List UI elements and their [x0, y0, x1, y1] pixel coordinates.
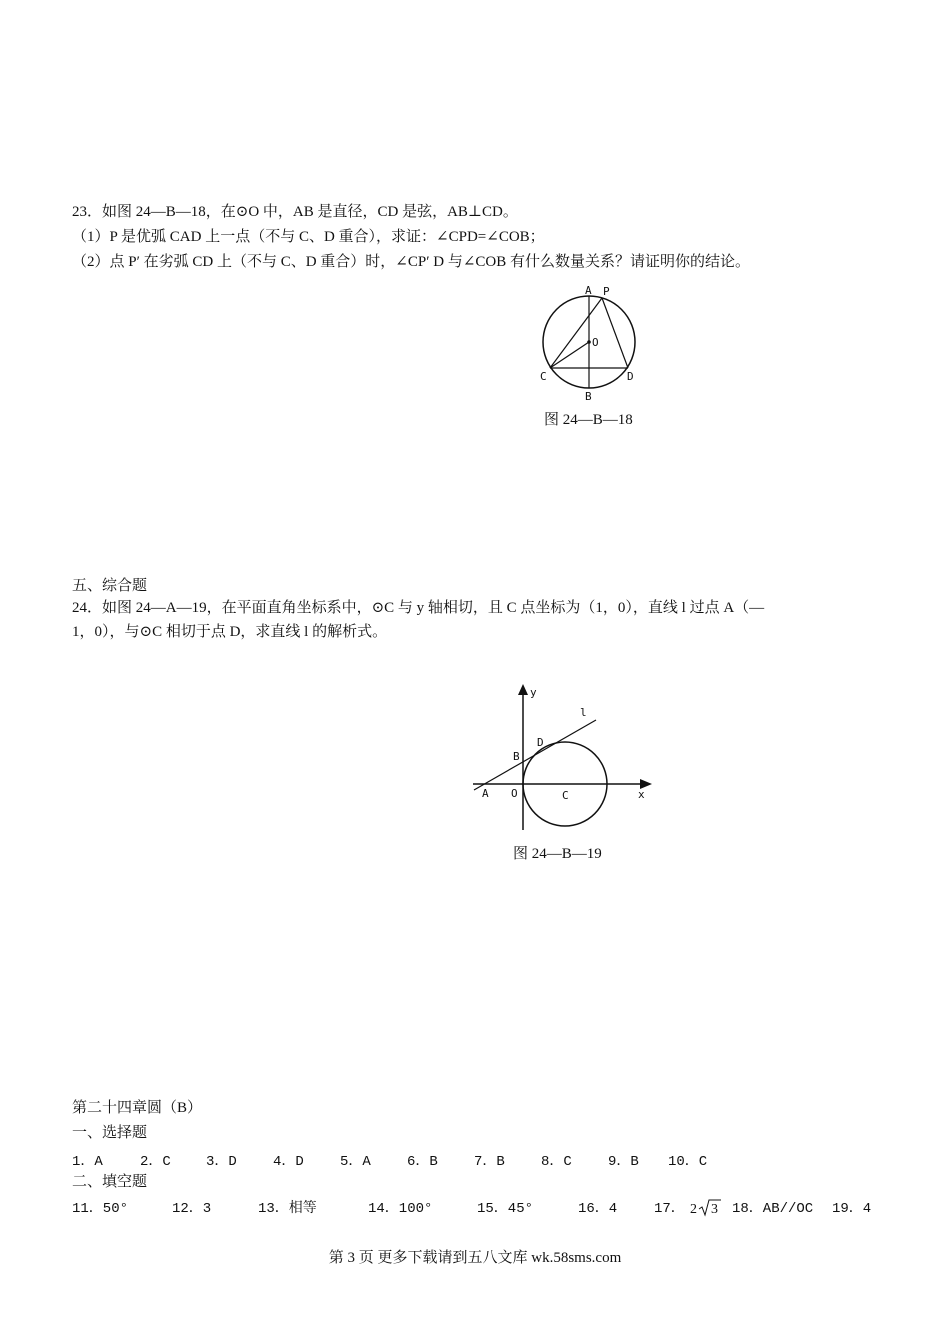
label-x: x [638, 788, 645, 801]
label-p: P [603, 285, 610, 298]
label-c: C [540, 370, 547, 383]
q24-stem-line1: 24．如图 24—A—19，在平面直角坐标系中，⊙C 与 y 轴相切，且 C 点坐标为（1，0），直线 l 过点 A（— [72, 600, 765, 616]
label-l: l [580, 706, 587, 719]
segment-pd [602, 298, 628, 368]
answer-fill-19: 19．4 [832, 1201, 872, 1217]
segment-oc [550, 342, 589, 368]
y-axis-arrow [518, 684, 528, 695]
answer-mc-4: 4．D [273, 1154, 304, 1170]
q23-stem: 23．如图 24—B—18，在⊙O 中，AB 是直径，CD 是弦，AB⊥CD。 [72, 204, 518, 220]
label-b: B [513, 750, 520, 763]
answer-fill-14: 14．100° [368, 1201, 433, 1217]
sqrt-expression [689, 1197, 723, 1219]
answers-mc-title: 一、选择题 [72, 1125, 148, 1141]
answers-chapter-title: 第二十四章圆（B） [72, 1100, 203, 1116]
answer-fill-17: 17． [654, 1201, 685, 1217]
q24-stem-line2: 1，0），与⊙C 相切于点 D，求直线 l 的解析式。 [72, 624, 388, 640]
label-d: D [627, 370, 634, 383]
line-l [474, 720, 596, 790]
sqrt-coefficient: 2 [690, 1202, 697, 1217]
answer-fill-13: 13．相等 [258, 1201, 317, 1217]
label-b: B [585, 390, 592, 403]
answer-mc-5: 5．A [340, 1154, 371, 1170]
answer-mc-7: 7．B [474, 1154, 505, 1170]
q23-part2: （2）点 P′ 在劣弧 CD 上（不与 C、D 重合）时，∠CP′ D 与∠COB 有什么数量关系？请证明你的结论。 [72, 254, 750, 270]
answer-fill-11: 11．50° [72, 1201, 129, 1217]
page-footer: 第 3 页 更多下载请到五八文库 wk.58sms.com [328, 1250, 622, 1266]
label-y: y [530, 686, 537, 699]
figure-24-b-18 [535, 282, 645, 404]
label-d: D [537, 736, 544, 749]
figure-caption-19: 图 24—B—19 [513, 846, 602, 862]
answer-mc-6: 6．B [407, 1154, 438, 1170]
label-o: O [511, 787, 518, 800]
answer-mc-3: 3．D [206, 1154, 237, 1170]
answer-mc-2: 2．C [140, 1154, 171, 1170]
answer-mc-8: 8．C [541, 1154, 572, 1170]
answer-fill-15: 15．45° [477, 1201, 534, 1217]
answer-mc-10: 10．C [668, 1154, 708, 1170]
figure-24-b-19 [468, 680, 658, 835]
label-a: A [482, 787, 489, 800]
q23-part1: （1）P 是优弧 CAD 上一点（不与 C、D 重合），求证：∠CPD=∠COB； [72, 229, 545, 245]
label-a: A [585, 284, 592, 297]
answer-fill-18: 18．AB//OC [732, 1201, 814, 1217]
figure-caption-18: 图 24—B—18 [544, 412, 633, 428]
answer-mc-9: 9．B [608, 1154, 639, 1170]
sqrt-radicand: 3 [711, 1202, 718, 1217]
answer-mc-1: 1．A [72, 1154, 103, 1170]
center-point-o [587, 340, 591, 344]
label-o: O [592, 336, 599, 349]
label-c: C [562, 789, 569, 802]
answer-fill-12: 12．3 [172, 1201, 212, 1217]
section-title-comprehensive: 五、综合题 [72, 578, 148, 594]
answer-fill-16: 16．4 [578, 1201, 618, 1217]
answers-fill-title: 二、填空题 [72, 1174, 148, 1190]
